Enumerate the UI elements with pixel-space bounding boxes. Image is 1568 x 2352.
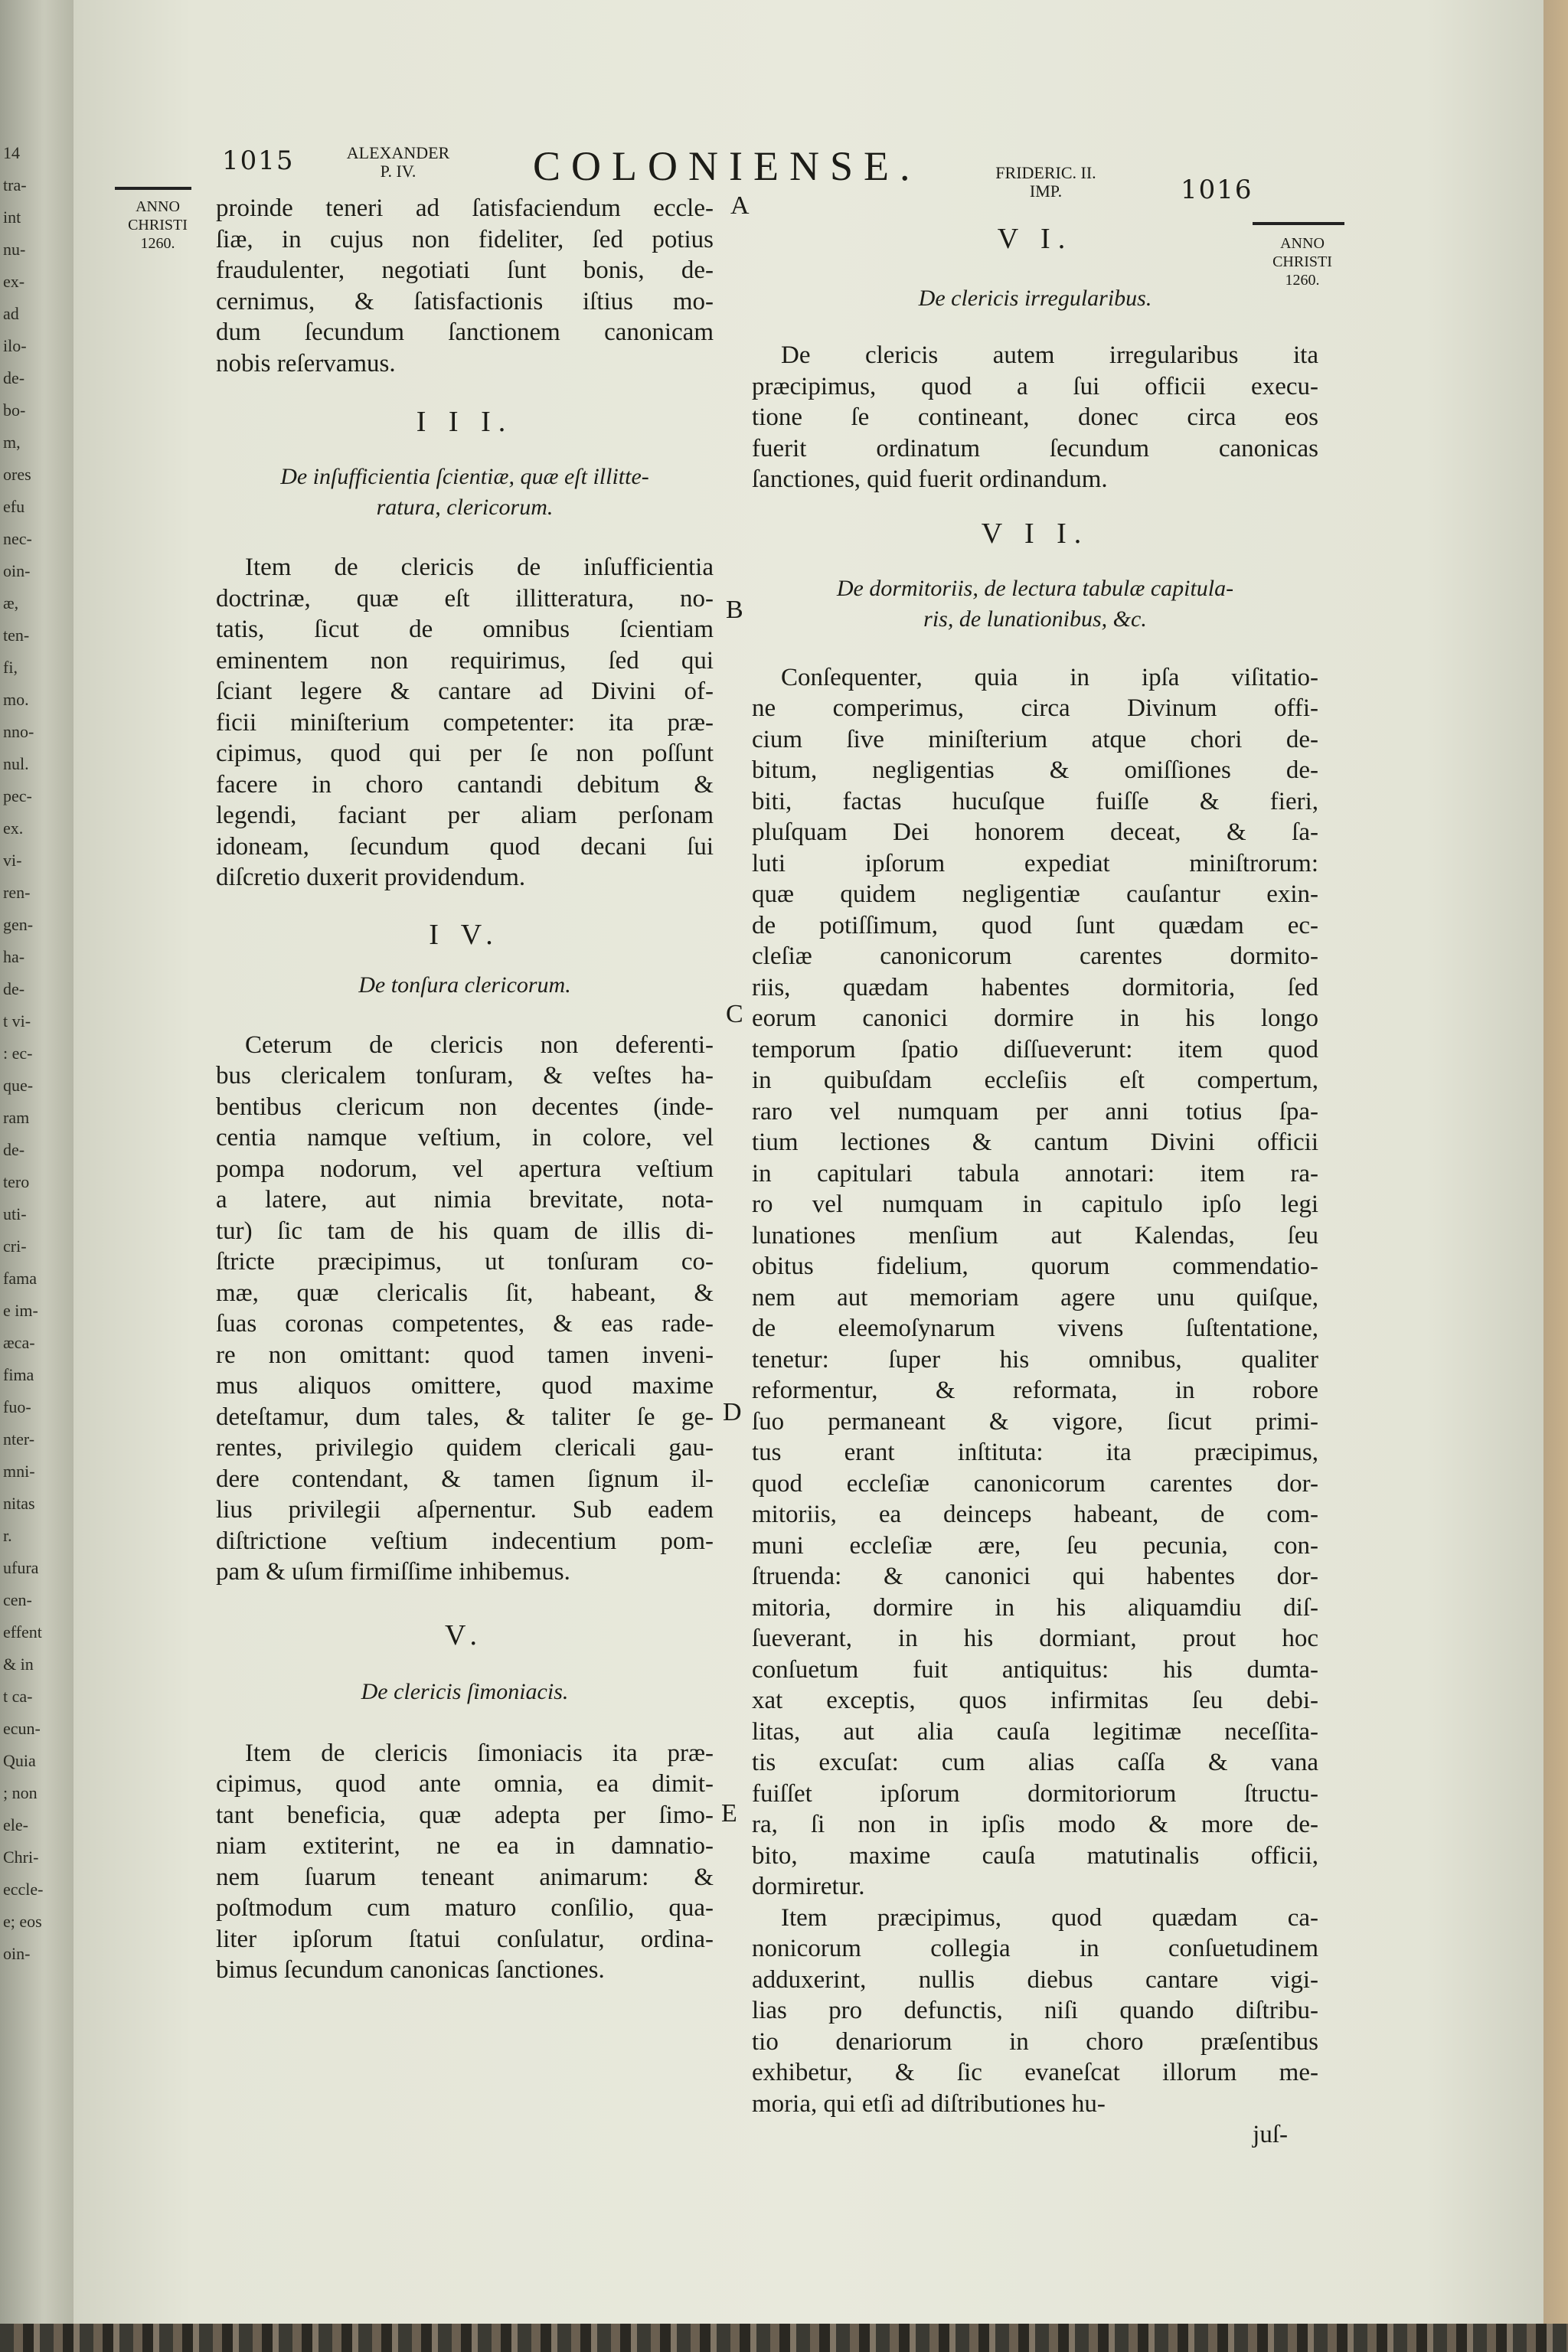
- text-line: tis excuſat: cum alias caſſa & vana: [752, 1749, 1318, 1776]
- section-6-text: [752, 340, 1318, 495]
- text-line: proinde teneri ad ſatisfaciendum eccle-: [216, 194, 714, 222]
- text-line: obitus fidelium, quorum commendatio-: [752, 1253, 1318, 1280]
- section-marker-d: D: [723, 1398, 742, 1426]
- section-5-title: De clericis ſimoniacis.: [361, 1678, 569, 1704]
- text-line: raro vel numquam per anni totius ſpa-: [752, 1097, 1318, 1125]
- text-line: a latere, aut nimia brevitate, nota-: [216, 1186, 714, 1214]
- text-line: ſuas coronas competentes, & eas rade-: [216, 1310, 714, 1338]
- text-line: moria, qui etſi ad diſtributiones hu-: [752, 2089, 1106, 2118]
- section-3-text: [216, 552, 714, 893]
- text-line: quæ quidem negligentiæ cauſantur exin-: [752, 880, 1318, 908]
- facing-page-edge: [0, 0, 74, 2352]
- section-7-text-continued: [752, 1903, 1318, 2120]
- text-line: tant beneficia, quæ adepta per ſimo-: [216, 1801, 714, 1829]
- text-line: dormiretur.: [752, 1873, 865, 1900]
- margin-right-line-1: ANNO: [1280, 235, 1325, 252]
- text-line: Item de clericis ſimoniacis ita præ-: [245, 1739, 714, 1767]
- text-line: Ceterum de clericis non deferenti-: [245, 1031, 714, 1059]
- section-7-title: [752, 573, 1318, 635]
- facing-page-fragment: Chri-: [3, 1847, 39, 1867]
- text-line: tatis, ſicut de omnibus ſcientiam: [216, 616, 714, 643]
- text-line: ſtruenda: & canonici qui habentes dor-: [752, 1563, 1318, 1590]
- facing-page-fragment: tero: [3, 1172, 30, 1191]
- left-running-subtitle: [345, 144, 452, 181]
- section-4-number: I V.: [429, 918, 501, 951]
- book-cover-edge: [1544, 0, 1568, 2352]
- text-line: re non omittant: quod tamen inveni-: [216, 1341, 714, 1369]
- facing-page-fragment: : ec-: [3, 1044, 33, 1063]
- margin-rule-left: [115, 187, 191, 190]
- background-surface: [0, 2324, 1568, 2352]
- text-line: pam & uſum firmiſſime inhibemus.: [216, 1558, 570, 1586]
- right-text-column: [752, 222, 1318, 2151]
- margin-note-left: [112, 198, 204, 253]
- text-line: in quibuſdam eccleſiis eſt compertum,: [752, 1067, 1318, 1094]
- text-line: ficii miniſterium competenter: ita præ-: [216, 708, 714, 737]
- facing-page-fragment: eccle-: [3, 1880, 44, 1899]
- text-line: litas, aut alia cauſa legitimæ neceſſita-: [752, 1717, 1318, 1746]
- facing-page-fragment: ufura: [3, 1558, 39, 1577]
- text-line: lias pro defunctis, niſi quando diſtribu-: [752, 1997, 1318, 2024]
- text-line: biti, factas hucuſque fuiſſe & fieri,: [752, 787, 1318, 815]
- facing-page-fragment: ex-: [3, 272, 25, 291]
- section-5-text: [216, 1738, 714, 1986]
- section-5-number: V.: [444, 1619, 485, 1651]
- text-line: De clericis autem irregularibus ita: [781, 341, 1318, 369]
- section-3-title-line-2: ratura, clericorum.: [376, 495, 554, 520]
- text-line: xat exceptis, quos infirmitas ſeu debi-: [752, 1687, 1318, 1714]
- text-line: liter ipſorum ſtatui conſulatur, ordina-: [216, 1925, 714, 1953]
- facing-page-fragment: gen-: [3, 915, 34, 934]
- facing-page-fragment: ex.: [3, 818, 24, 838]
- section-7-text: [752, 662, 1318, 1903]
- facing-page-fragment: & in: [3, 1655, 34, 1674]
- text-line: fuerit ordinatum ſecundum canonicas: [752, 434, 1318, 462]
- text-line: dere contendant, & tamen ſignum il-: [216, 1465, 714, 1493]
- text-line: nobis reſervamus.: [216, 349, 396, 377]
- text-line: Item præcipimus, quod quædam ca-: [781, 1903, 1318, 1932]
- text-line: pompa nodorum, vel apertura veſtium: [216, 1155, 714, 1183]
- text-line: adduxerint, nullis diebus cantare vigi-: [752, 1965, 1318, 1994]
- facing-page-fragment: ren-: [3, 883, 31, 902]
- text-line: idoneam, ſecundum quod decani ſui: [216, 832, 714, 861]
- section-4-text: [216, 1030, 714, 1588]
- left-subtitle-line-2: P. IV.: [380, 162, 416, 181]
- book-page: [74, 0, 1544, 2324]
- facing-page-fragment: Quia: [3, 1751, 36, 1770]
- text-line: fuiſſet ipſorum dormitoriorum ſtructu-: [752, 1779, 1318, 1808]
- paragraph-continuation: [216, 193, 714, 379]
- left-text-column: [216, 193, 714, 1986]
- text-line: ſanctiones, quid fuerit ordinandum.: [752, 466, 1108, 493]
- text-line: mæ, quæ clericalis ſit, habeant, &: [216, 1279, 714, 1307]
- text-line: tium lectiones & cantum Divini officii: [752, 1129, 1318, 1156]
- text-line: conſuetum fuit antiquitus: his dumta-: [752, 1655, 1318, 1684]
- text-line: ſueverant, in his dormiant, prout hoc: [752, 1625, 1318, 1652]
- right-subtitle-line-1: FRIDERIC. II.: [995, 163, 1096, 182]
- section-marker-b: B: [726, 596, 743, 624]
- facing-page-fragment: cri-: [3, 1236, 27, 1256]
- text-line: ſiæ, in cujus non fideliter, ſed potius: [216, 225, 714, 253]
- facing-page-fragment: de-: [3, 1140, 25, 1159]
- facing-page-fragment: æ,: [3, 593, 19, 612]
- text-line: legendi, faciant per aliam perſonam: [216, 802, 714, 829]
- section-marker-c: C: [726, 1000, 743, 1028]
- facing-page-fragment: int: [3, 207, 21, 227]
- facing-page-fragment: nno-: [3, 722, 34, 741]
- text-line: rentes, privilegio quidem clericali gau-: [216, 1434, 714, 1462]
- margin-left-line-1: ANNO: [136, 198, 180, 215]
- facing-page-fragment: uti-: [3, 1204, 27, 1223]
- text-line: Conſequenter, quia in ipſa viſitatio-: [781, 663, 1318, 691]
- margin-left-line-2: CHRISTI: [128, 217, 188, 234]
- text-line: poſtmodum cum maturo conſilio, qua-: [216, 1894, 714, 1922]
- facing-page-fragment: mni-: [3, 1462, 35, 1481]
- section-marker-e: E: [721, 1799, 737, 1828]
- facing-page-fragment: bo-: [3, 400, 26, 420]
- facing-page-fragment: e im-: [3, 1301, 38, 1320]
- section-3-title-line-1: De inſufficientia ſcientiæ, quæ eſt illitte-: [280, 464, 649, 489]
- facing-page-fragment: ores: [3, 465, 31, 484]
- facing-page-fragment: tra-: [3, 175, 27, 194]
- text-line: quod eccleſiæ canonicorum carentes dor-: [752, 1469, 1318, 1498]
- text-line: doctrinæ, quæ eſt illitteratura, no-: [216, 584, 714, 612]
- text-line: bimus ſecundum canonicas ſanctiones.: [216, 1956, 605, 1984]
- text-line: ne comperimus, circa Divinum offi-: [752, 694, 1318, 722]
- facing-page-fragment: ha-: [3, 947, 25, 966]
- section-4-title: De tonſura clericorum.: [358, 972, 571, 998]
- text-line: lunationes menſium aut Kalendas, ſeu: [752, 1221, 1318, 1250]
- left-subtitle-line-1: ALEXANDER: [346, 143, 450, 162]
- facing-page-fragment: effent: [3, 1622, 42, 1642]
- section-3-title: [216, 462, 714, 523]
- facing-page-fragment: nec-: [3, 529, 32, 548]
- text-line: bito, maxime cauſa matutinalis officii,: [752, 1841, 1318, 1870]
- facing-page-fragment: que-: [3, 1076, 34, 1095]
- facing-page-fragment: de-: [3, 368, 25, 387]
- facing-page-fragment: ten-: [3, 626, 30, 645]
- section-7-number: V I I.: [981, 517, 1089, 550]
- catchword: juſ-: [1253, 2121, 1288, 2148]
- facing-page-fragment: fama: [3, 1269, 37, 1288]
- text-line: bitum, negligentias & omiſſiones de-: [752, 756, 1318, 784]
- text-line: de eleemoſynarum vivens ſuſtentatione,: [752, 1315, 1318, 1342]
- text-line: diſcretio duxerit providendum.: [216, 864, 526, 891]
- text-line: ſtricte præcipimus, ut tonſuram co-: [216, 1248, 714, 1276]
- text-line: cleſiæ canonicorum carentes dormito-: [752, 942, 1318, 970]
- text-line: Item de clericis de inſufficientia: [245, 554, 714, 581]
- margin-left-line-3: 1260.: [140, 235, 175, 252]
- text-line: de potiſſimum, quod ſunt quædam ec-: [752, 911, 1318, 939]
- facing-page-fragment: fima: [3, 1365, 34, 1384]
- text-line: muni eccleſiæ ære, ſeu pecunia, con-: [752, 1531, 1318, 1560]
- facing-page-fragment: e; eos: [3, 1912, 42, 1931]
- facing-page-fragment: ram: [3, 1108, 30, 1127]
- facing-page-fragment: ilo-: [3, 336, 27, 355]
- facing-page-fragment: m,: [3, 433, 21, 452]
- facing-page-fragment: de-: [3, 979, 25, 998]
- facing-page-fragment: ; non: [3, 1783, 38, 1802]
- section-6-title: De clericis irregularibus.: [918, 286, 1152, 311]
- facing-page-fragment: nter-: [3, 1429, 35, 1449]
- right-running-subtitle: [977, 164, 1115, 201]
- section-marker-a: A: [730, 191, 750, 220]
- text-line: in capitulari tabula annotari: item ra-: [752, 1159, 1318, 1187]
- text-line: nem aut memoriam agere unu quiſque,: [752, 1283, 1318, 1312]
- text-line: dum ſecundum ſanctionem canonicam: [216, 318, 714, 346]
- facing-page-fragment: pec-: [3, 786, 32, 805]
- text-line: nonicorum collegia in conſuetudinem: [752, 1935, 1318, 1962]
- text-line: mitoria, dormire in his aliquamdiu diſ-: [752, 1593, 1318, 1622]
- text-line: pluſquam Dei honorem deceat, & ſa-: [752, 818, 1318, 846]
- text-line: luti ipſorum expediat miniſtrorum:: [752, 849, 1318, 877]
- facing-page-fragment: fuo-: [3, 1397, 31, 1416]
- facing-page-fragment: t ca-: [3, 1687, 33, 1706]
- facing-page-fragment: mo.: [3, 690, 29, 709]
- text-line: lius privilegii aſpernentur. Sub eadem: [216, 1496, 714, 1524]
- facing-page-fragment: ecun-: [3, 1719, 41, 1738]
- facing-page-fragment: vi-: [3, 851, 22, 870]
- text-line: riis, quædam habentes dormitoria, ſed: [752, 973, 1318, 1001]
- text-line: ro vel numquam in capitulo ipſo legi: [752, 1191, 1318, 1218]
- text-line: tus erant inſtituta: ita præcipimus,: [752, 1439, 1318, 1466]
- text-line: eminentem non requirimus, ſed qui: [216, 646, 714, 675]
- facing-page-fragment: fi,: [3, 658, 18, 677]
- text-line: reformentur, & reformata, in robore: [752, 1377, 1318, 1404]
- text-line: cernimus, & ſatisfactionis iſtius mo-: [216, 287, 714, 315]
- section-6-number: V I.: [997, 223, 1073, 255]
- text-line: deteſtamur, dum tales, & taliter ſe ge-: [216, 1403, 714, 1431]
- text-line: ſciant legere & cantare ad Divini of-: [216, 678, 714, 705]
- text-line: eorum canonici dormire in his longo: [752, 1004, 1318, 1032]
- text-line: bentibus clericum non decentes (inde-: [216, 1093, 714, 1121]
- text-line: mus aliquos omittere, quod maxime: [216, 1372, 714, 1400]
- text-line: bus clericalem tonſuram, & veſtes ha-: [216, 1062, 714, 1089]
- text-line: tenetur: ſuper his omnibus, qualiter: [752, 1345, 1318, 1374]
- facing-page-fragment: nitas: [3, 1494, 35, 1513]
- text-line: ra, ſi non in ipſis modo & more de-: [752, 1811, 1318, 1838]
- text-line: exhibetur, & ſic evaneſcat illorum me-: [752, 2059, 1318, 2086]
- text-line: cipimus, quod qui per ſe non poſſunt: [216, 740, 714, 767]
- text-line: ſuo permaneant & vigore, ſicut primi-: [752, 1407, 1318, 1436]
- facing-page-fragment: t vi-: [3, 1011, 31, 1031]
- facing-page-fragment: nu-: [3, 240, 26, 259]
- right-subtitle-line-2: IMP.: [1029, 181, 1063, 201]
- text-line: tio denariorum in choro præſentibus: [752, 2027, 1318, 2056]
- text-line: nem ſuarum teneant animarum: &: [216, 1863, 714, 1891]
- facing-page-fragment: 14: [3, 143, 20, 162]
- text-line: temporum ſpatio diſſueverunt: item quod: [752, 1035, 1318, 1063]
- facing-page-fragment: oin-: [3, 561, 31, 580]
- left-page-number: 1015: [222, 145, 295, 176]
- text-line: centia namque veſtium, in colore, vel: [216, 1124, 714, 1152]
- section-7-title-line-2: ris, de lunationibus, &c.: [923, 606, 1147, 632]
- text-line: præcipimus, quod a ſui officii execu-: [752, 372, 1318, 400]
- right-page-number: 1016: [1181, 175, 1253, 205]
- text-line: cium ſive miniſterium atque chori de-: [752, 725, 1318, 753]
- text-line: niam extiterint, ne ea in damnatio-: [216, 1832, 714, 1860]
- text-line: tur) ſic tam de his quam de illis di-: [216, 1217, 714, 1245]
- text-line: diſtrictione veſtium indecentium pom-: [216, 1527, 714, 1555]
- text-line: tione ſe contineant, donec circa eos: [752, 403, 1318, 431]
- margin-right-line-3: 1260.: [1285, 272, 1320, 289]
- facing-page-fragment: ele-: [3, 1815, 28, 1834]
- facing-page-fragment: oin-: [3, 1944, 31, 1963]
- running-title: COLONIENSE.: [533, 143, 921, 189]
- section-3-number: I I I.: [416, 406, 514, 438]
- text-line: cipimus, quod ante omnia, ea dimit-: [216, 1770, 714, 1798]
- text-line: fraudulenter, negotiati ſunt bonis, de-: [216, 256, 714, 284]
- text-line: facere in choro cantandi debitum &: [216, 770, 714, 799]
- facing-page-fragment: nul.: [3, 754, 29, 773]
- section-7-title-line-1: De dormitoriis, de lectura tabulæ capitula-: [836, 575, 1234, 601]
- text-line: mitoriis, ea deinceps habeant, de com-: [752, 1501, 1318, 1528]
- facing-page-fragment: r.: [3, 1526, 12, 1545]
- facing-page-fragment: cen-: [3, 1590, 32, 1609]
- margin-right-line-2: CHRISTI: [1272, 253, 1332, 270]
- facing-page-fragment: ad: [3, 304, 19, 323]
- facing-page-fragment: æca-: [3, 1333, 35, 1352]
- facing-page-fragment: efu: [3, 497, 25, 516]
